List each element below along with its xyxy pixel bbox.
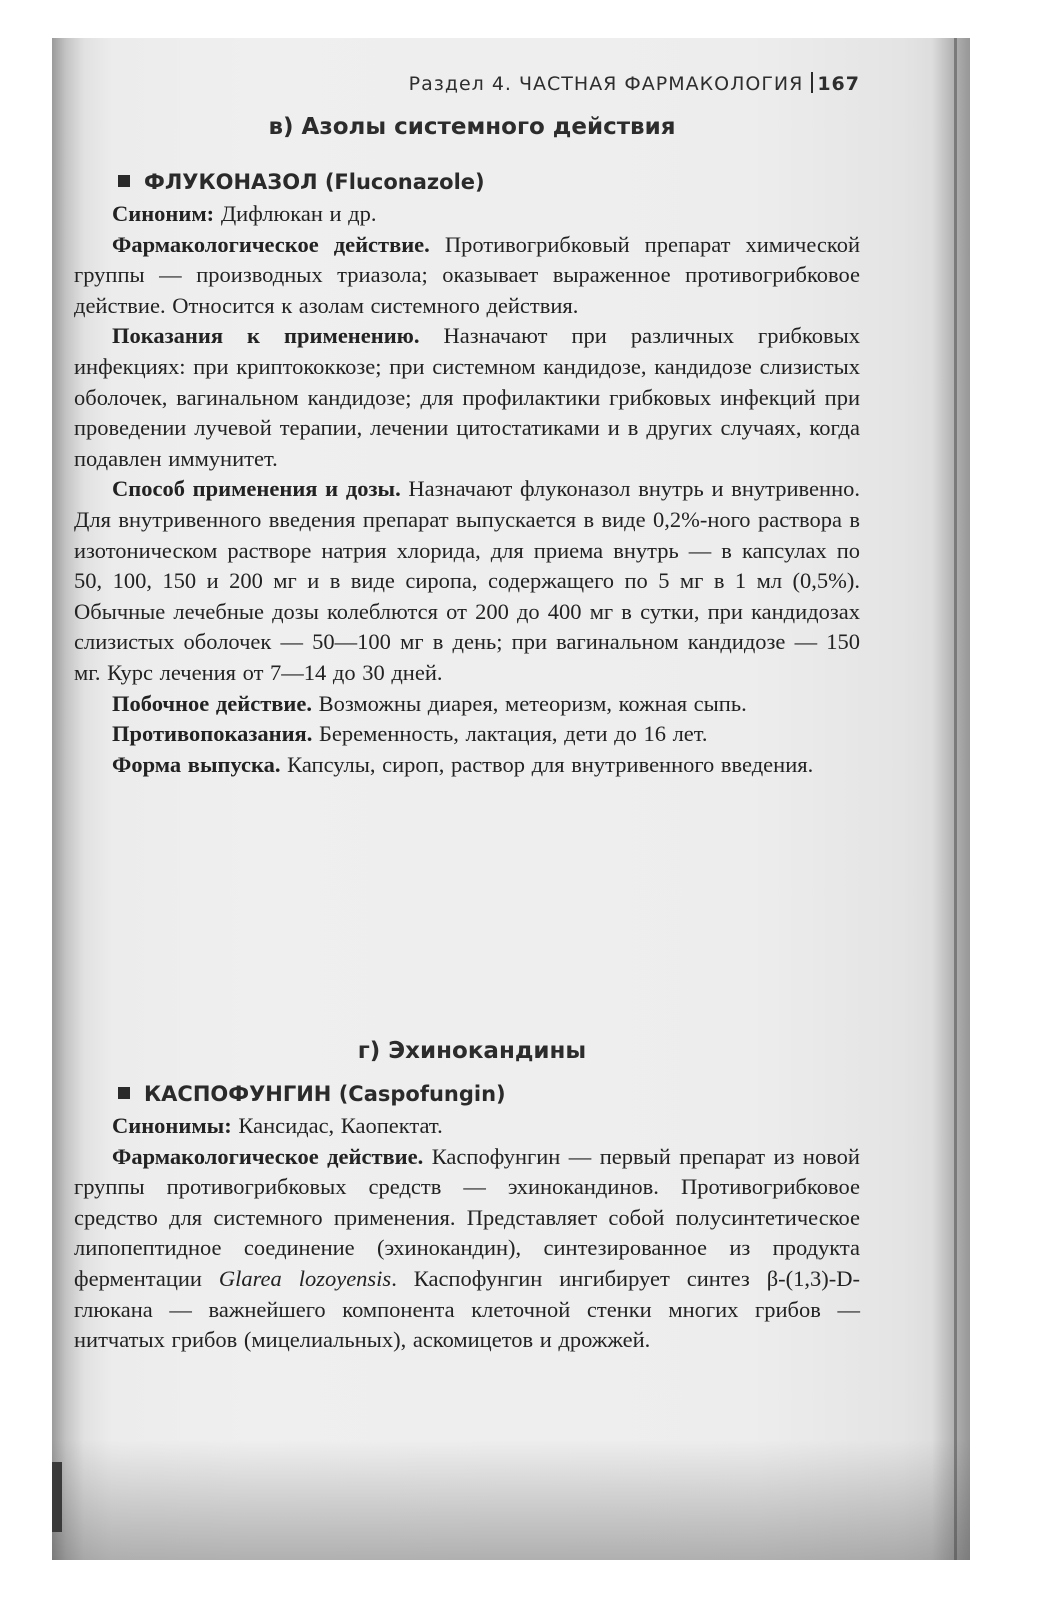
section-title-azoles: в) Азолы системного действия [268, 114, 676, 140]
pharm-action-label: Фармакологическое действие. [112, 231, 430, 257]
drug-name: КАСПОФУНГИН (Caspofungin) [144, 1082, 506, 1106]
contraindications-label: Противопоказания. [112, 721, 313, 747]
indications-text: Назначают при различных грибковых инфекциях: при криптококкозе; при системном кандидозе, кандидозе слизистых оболочек, вагинальном кандидозе; для профилактики грибковых инфекций при проведении лучевой терапии, лечении цитостатиками и в других случаях, когда подавлен иммунитет. [74, 323, 860, 471]
synonyms-label: Синонимы: [112, 1113, 232, 1138]
indications-paragraph [74, 321, 860, 474]
release-form-text: Капсулы, сироп, раствор для внутривенного введения. [280, 751, 814, 777]
synonyms-paragraph [74, 1111, 860, 1142]
header-separator [811, 72, 813, 93]
fluconazole-body [74, 199, 860, 780]
synonym-label: Синоним: [112, 201, 215, 226]
page-number: 167 [817, 73, 860, 95]
synonym-paragraph [74, 199, 860, 230]
pharm-action-paragraph [74, 230, 860, 322]
synonyms-text: Кансидас, Каопектат. [231, 1113, 443, 1138]
drug-heading-caspofungin [118, 1082, 506, 1106]
pharm-action-text: Противогрибковый препарат химической группы — производных триазола; оказывает выраженное противогрибковое действие. Относится к азолам системного действия. [74, 231, 860, 318]
drug-name: ФЛУКОНАЗОЛ (Fluconazole) [144, 170, 485, 194]
pharm-action-text-part1: Каспофунгин — первый препарат из новой группы противогрибковых средств — эхинокандинов. Противогрибковое средство для системного применения. Представляет собой полусинтетическое липопептидное соединение (эхинокандин), синтезированное из продукта ферментации [74, 1143, 860, 1291]
running-header [409, 72, 860, 95]
square-bullet-icon [118, 1087, 130, 1099]
indications-label: Показания к применению. [112, 323, 420, 349]
book-spine-shadow [932, 38, 970, 1560]
side-effects-text: Возможны диарея, метеоризм, кожная сыпь. [311, 690, 747, 716]
release-form-label: Форма выпуска. [112, 751, 281, 777]
synonym-text: Дифлюкан и др. [214, 201, 377, 226]
pharm-action-paragraph [74, 1142, 860, 1356]
square-bullet-icon [118, 175, 130, 187]
section-title-echinocandins: г) Эхинокандины [357, 1038, 587, 1064]
pharm-action-text-part2: . Каспофунгин ингибирует синтез β-(1,3)-D-глюкана — важнейшего компонента клеточной стенки многих грибов — нитчатых грибов (мицелиальных), аскомицетов и дрожжей. [74, 1265, 860, 1353]
pharm-action-label: Фармакологическое действие. [112, 1143, 424, 1169]
dosage-paragraph [74, 474, 860, 688]
drug-heading-fluconazole [118, 170, 485, 194]
dosage-label: Способ применения и дозы. [112, 476, 401, 502]
side-effects-paragraph [74, 689, 860, 720]
dosage-text: Назначают флуконазол внутрь и внутривенно. Для внутривенного введения препарат выпускается в виде 0,2%-ного раствора в изотоническом растворе натрия хлорида, для приема внутрь — в капсулах по 50, 100, 150 и 200 мг и в виде сиропа, содержащего по 5 мг в 1 мл (0,5%). Обычные лечебные дозы колеблются от 200 до 400 мг в сутки, при кандидозах слизистых оболочек — 50—100 мг в день; при вагинальном кандидозе — 150 мг. Курс лечения от 7—14 до 30 дней. [74, 476, 860, 685]
organism-name: Glarea lozoyensis [218, 1265, 392, 1291]
contraindications-text: Беременность, лактация, дети до 16 лет. [312, 721, 708, 747]
release-form-paragraph [74, 750, 860, 781]
contraindications-paragraph [74, 719, 860, 750]
caspofungin-body [74, 1111, 860, 1356]
header-section-title: Раздел 4. ЧАСТНАЯ ФАРМАКОЛОГИЯ [408, 73, 804, 95]
side-effects-label: Побочное действие. [112, 690, 312, 716]
